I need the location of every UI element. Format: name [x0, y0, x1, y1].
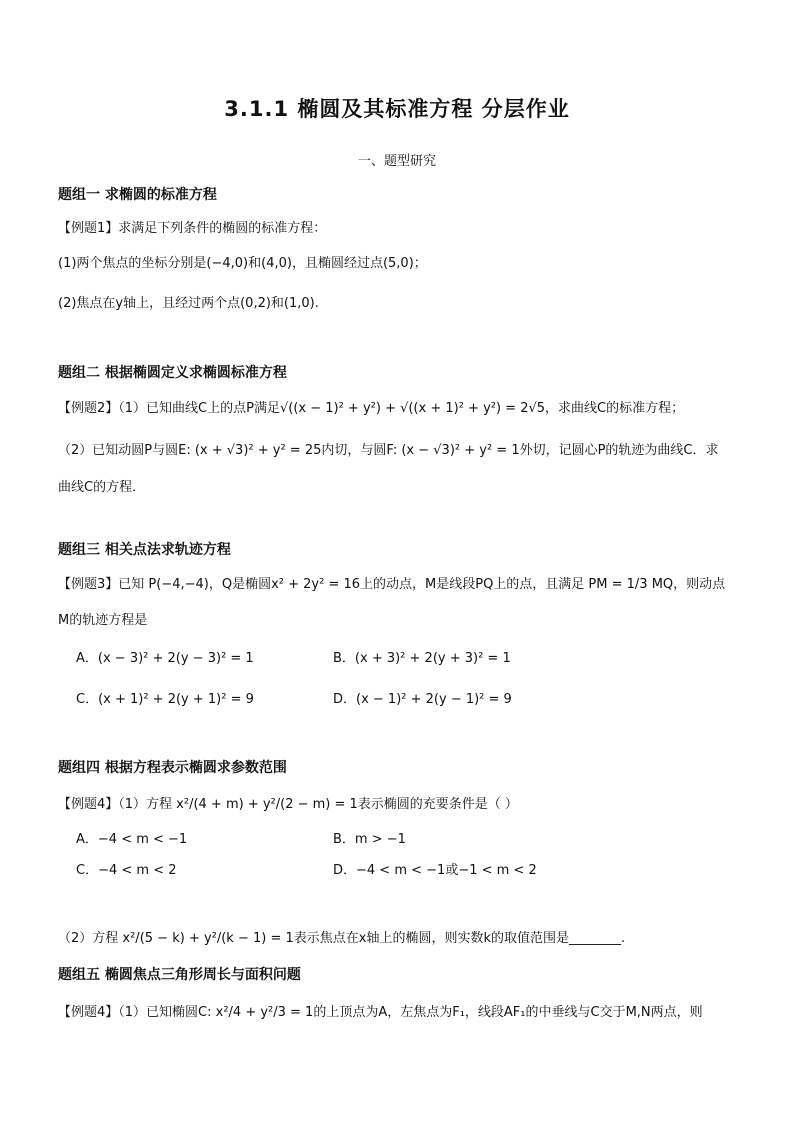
section-heading: 一、题型研究 [357, 154, 436, 169]
example-4-option-c: C．−4 < m < 2 [76, 863, 177, 878]
example-4-option-d: D．−4 < m < −1或−1 < m < 2 [333, 863, 537, 878]
group-4-heading: 题组四 根据方程表示椭圆求参数范围 [58, 760, 287, 776]
example-3-stem: 【例题3】已知 P(−4,−4)，Q是椭圆x² + 2y² = 16上的动点，M是线段PQ上的点，且满足 PM = 1/3 MQ，则动点 [58, 577, 726, 592]
group-2-heading: 题组二 根据椭圆定义求椭圆标准方程 [58, 365, 287, 381]
example-2-part-1: 【例题2】（1）已知曲线C上的点P满足√((x − 1)² + y²) + √((x + 1)² + y²) = 2√5，求曲线C的标准方程； [58, 401, 685, 416]
group-3-heading: 题组三 相关点法求轨迹方程 [58, 542, 231, 558]
example-2-part-2-cont: 曲线C的方程． [58, 480, 146, 495]
example-1-part-2: (2)焦点在y轴上，且经过两个点(0,2)和(1,0). [58, 296, 319, 311]
example-1-part-1: (1)两个焦点的坐标分别是(−4,0)和(4,0)，且椭圆经过点(5,0)； [58, 256, 427, 271]
example-4-option-b: B．m > −1 [333, 832, 406, 847]
example-1-stem: 【例题1】求满足下列条件的椭圆的标准方程： [58, 221, 327, 236]
example-3-option-a: A．(x − 3)² + 2(y − 3)² = 1 [76, 651, 254, 666]
example-3-option-b: B．(x + 3)² + 2(y + 3)² = 1 [333, 651, 511, 666]
group-5-heading: 题组五 椭圆焦点三角形周长与面积问题 [58, 967, 301, 983]
example-5-part-1: 【例题4】（1）已知椭圆C: x²/4 + y²/3 = 1的上顶点为A，左焦点为F₁，线段AF₁的中垂线与C交于M,N两点，则 [58, 1005, 703, 1020]
group-1-heading: 题组一 求椭圆的标准方程 [58, 187, 217, 203]
document-title: 3.1.1 椭圆及其标准方程 分层作业 [224, 97, 570, 121]
example-4-option-a: A．−4 < m < −1 [76, 832, 188, 847]
example-3-option-c: C．(x + 1)² + 2(y + 1)² = 9 [76, 692, 254, 707]
example-4-part-2: （2）方程 x²/(5 − k) + y²/(k − 1) = 1表示焦点在x轴上的椭圆，则实数k的取值范围是________. [58, 931, 626, 946]
example-2-part-2: （2）已知动圆P与圆E: (x + √3)² + y² = 25内切，与圆F: (x − √3)² + y² = 1外切，记圆心P的轨迹为曲线C．求 [58, 443, 719, 458]
example-4-part-1: 【例题4】（1）方程 x²/(4 + m) + y²/(2 − m) = 1表示椭圆的充要条件是（ ） [58, 797, 518, 812]
example-3-stem-cont: M的轨迹方程是 [58, 613, 148, 628]
example-3-option-d: D．(x − 1)² + 2(y − 1)² = 9 [333, 692, 512, 707]
